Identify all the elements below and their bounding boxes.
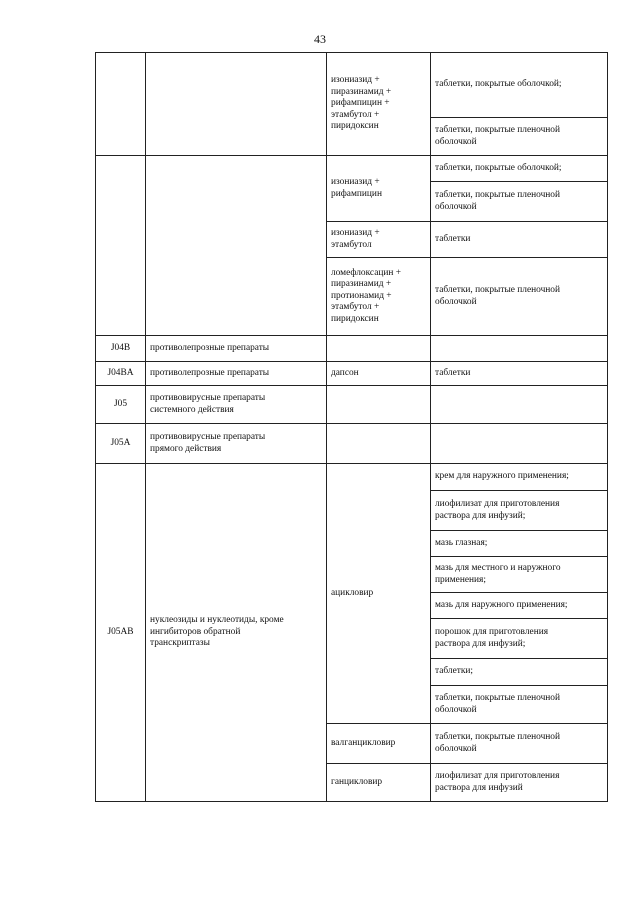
substance-cell: изониазид + этамбутол — [327, 222, 431, 258]
dosage-form-cell: таблетки; — [431, 659, 608, 686]
table-row — [96, 424, 608, 464]
dosage-form-cell: мазь для местного и наружного применения; — [431, 557, 608, 593]
table-row — [96, 156, 608, 182]
dosage-form-cell: порошок для приготовления раствора для инфузий; — [431, 619, 608, 659]
group-cell: противолепрозные препараты — [146, 362, 327, 386]
dosage-form-cell: лиофилизат для приготовления раствора для инфузий; — [431, 491, 608, 531]
substance-cell: ломефлоксацин + пиразинамид + протионамид + этамбутол + пиридоксин — [327, 258, 431, 336]
dosage-form-cell: таблетки, покрытые оболочкой; — [431, 156, 608, 182]
dosage-form-cell: лиофилизат для приготовления раствора для инфузий — [431, 764, 608, 802]
group-cell — [146, 156, 327, 336]
atc-code-cell: J05AB — [96, 464, 146, 802]
dosage-form-cell — [431, 424, 608, 464]
table-row — [96, 386, 608, 424]
group-cell — [146, 53, 327, 156]
dosage-form-cell: таблетки — [431, 222, 608, 258]
group-cell: нуклеозиды и нуклеотиды, кроме ингибиторов обратной транскриптазы — [146, 464, 327, 802]
atc-code-cell: J05A — [96, 424, 146, 464]
table-row — [96, 362, 608, 386]
dosage-form-cell: таблетки, покрытые пленочной оболочкой — [431, 118, 608, 156]
dosage-form-cell — [431, 336, 608, 362]
dosage-form-cell: мазь глазная; — [431, 531, 608, 557]
dosage-form-cell — [431, 386, 608, 424]
table-row — [96, 53, 608, 118]
dosage-form-cell: таблетки, покрытые оболочкой; — [431, 53, 608, 118]
atc-code-cell — [96, 53, 146, 156]
substance-cell — [327, 424, 431, 464]
table-row — [96, 336, 608, 362]
atc-code-cell: J04B — [96, 336, 146, 362]
drug-table — [95, 52, 608, 802]
table-row — [96, 464, 608, 491]
atc-code-cell — [96, 156, 146, 336]
substance-cell: ацикловир — [327, 464, 431, 724]
dosage-form-cell: таблетки, покрытые пленочной оболочкой — [431, 686, 608, 724]
dosage-form-cell: мазь для наружного применения; — [431, 593, 608, 619]
substance-cell — [327, 336, 431, 362]
dosage-form-cell: таблетки, покрытые пленочной оболочкой — [431, 724, 608, 764]
group-cell: противовирусные препараты прямого действия — [146, 424, 327, 464]
dosage-form-cell: таблетки, покрытые пленочной оболочкой — [431, 182, 608, 222]
group-cell: противовирусные препараты системного действия — [146, 386, 327, 424]
group-cell: противолепрозные препараты — [146, 336, 327, 362]
substance-cell: изониазид + рифампицин — [327, 156, 431, 222]
substance-cell: изониазид + пиразинамид + рифампицин + этамбутол + пиридоксин — [327, 53, 431, 156]
dosage-form-cell: таблетки — [431, 362, 608, 386]
page-number: 43 — [314, 32, 326, 46]
substance-cell: валганцикловир — [327, 724, 431, 764]
substance-cell: дапсон — [327, 362, 431, 386]
dosage-form-cell: крем для наружного применения; — [431, 464, 608, 491]
substance-cell: ганцикловир — [327, 764, 431, 802]
atc-code-cell: J05 — [96, 386, 146, 424]
dosage-form-cell: таблетки, покрытые пленочной оболочкой — [431, 258, 608, 336]
atc-code-cell: J04BA — [96, 362, 146, 386]
substance-cell — [327, 386, 431, 424]
